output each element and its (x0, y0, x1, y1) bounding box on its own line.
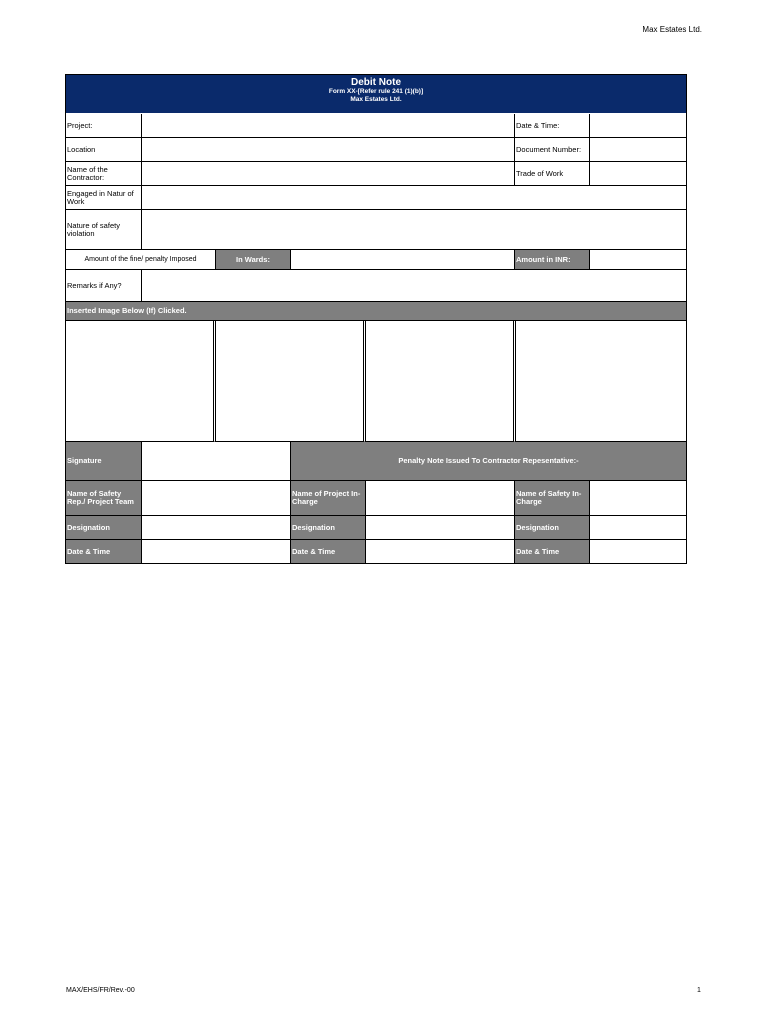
label-designation: Designation (66, 516, 142, 540)
form-title: Debit Note (351, 77, 401, 88)
label-remarks: Remarks if Any? (66, 270, 142, 302)
designation-field[interactable] (590, 516, 686, 540)
safety-incharge-field[interactable] (590, 481, 686, 516)
label-date-time-row: Date & Time (515, 540, 590, 563)
label-amount-inr: Amount in INR: (515, 250, 590, 270)
designation-field[interactable] (366, 516, 515, 540)
label-date-time-row: Date & Time (291, 540, 366, 563)
image-slot[interactable] (66, 321, 216, 442)
label-project-incharge: Name of Project In-Charge (291, 481, 366, 516)
label-safety-incharge: Name of Safety In-Charge (515, 481, 590, 516)
date-time-field[interactable] (590, 114, 686, 138)
safety-violation-field[interactable] (142, 210, 686, 250)
signature-field[interactable] (142, 442, 291, 481)
label-designation: Designation (515, 516, 590, 540)
date-time-row-field[interactable] (142, 540, 291, 563)
label-date-time-row: Date & Time (66, 540, 142, 563)
engaged-nature-field[interactable] (142, 186, 686, 210)
designation-field[interactable] (142, 516, 291, 540)
label-safety-rep: Name of Safety Rep./ Project Team (66, 481, 142, 516)
label-signature: Signature (66, 442, 142, 481)
label-contractor-name: Name of the Contractor: (66, 162, 142, 186)
label-document-number: Document Number: (515, 138, 590, 162)
label-designation: Designation (291, 516, 366, 540)
date-time-row-field[interactable] (366, 540, 515, 563)
footer-doc-code: MAX/EHS/FR/Rev.-00 (66, 987, 135, 994)
inserted-image-band: Inserted Image Below (If) Clicked. (66, 302, 686, 321)
project-incharge-field[interactable] (366, 481, 515, 516)
in-words-field[interactable] (291, 250, 515, 270)
trade-of-work-field[interactable] (590, 162, 686, 186)
image-slot[interactable] (216, 321, 366, 442)
amount-inr-field[interactable] (590, 250, 686, 270)
location-field[interactable] (142, 138, 515, 162)
safety-rep-field[interactable] (142, 481, 291, 516)
contractor-name-field[interactable] (142, 162, 515, 186)
debit-note-form (65, 74, 687, 564)
remarks-field[interactable] (142, 270, 686, 302)
footer-page-number: 1 (697, 987, 701, 994)
document-number-field[interactable] (590, 138, 686, 162)
label-location: Location (66, 138, 142, 162)
label-in-words: In Wards: (216, 250, 291, 270)
label-project: Project: (66, 114, 142, 138)
label-date-time: Date & Time: (515, 114, 590, 138)
penalty-note-heading: Penalty Note Issued To Contractor Repesentative:- (291, 442, 686, 481)
label-trade-of-work: Trade of Work (515, 162, 590, 186)
label-engaged-nature: Engaged in Natur of Work (66, 186, 142, 210)
label-fine-amount: Amount of the fine/ penalty Imposed (66, 250, 216, 270)
header-company: Max Estates Ltd. (642, 25, 702, 34)
form-subtitle: Form XX-[Refer rule 241 (1)(b)] (328, 88, 424, 95)
project-field[interactable] (142, 114, 515, 138)
image-slot[interactable] (366, 321, 516, 442)
label-safety-violation: Nature of safety violation (66, 210, 142, 250)
form-company: Max Estates Ltd. (350, 96, 402, 103)
date-time-row-field[interactable] (590, 540, 686, 563)
image-slot[interactable] (516, 321, 686, 442)
form-title-band (66, 75, 686, 113)
